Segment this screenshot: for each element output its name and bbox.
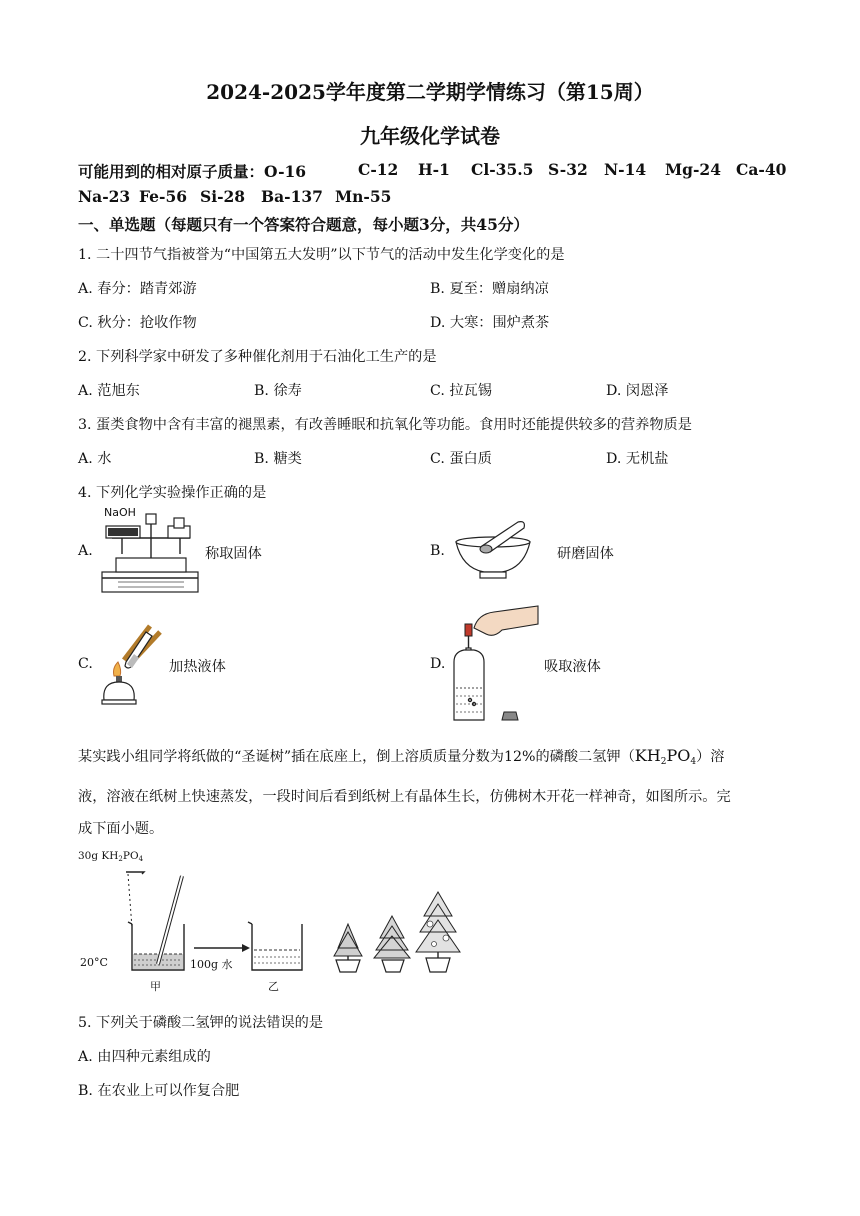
figure-label-po: PO xyxy=(122,850,139,862)
q4-option-d-caption: 吸取液体 xyxy=(544,659,601,675)
q4-stem: 4. 下列化学实验操作正确的是 xyxy=(78,485,267,501)
figure-water-label: 100g 水 xyxy=(190,958,233,971)
q1-stem: 1. 二十四节气指被誉为“中国第五大发明”以下节气的活动中发生化学变化的是 xyxy=(78,247,565,263)
figure-label-kh: 30g KH xyxy=(78,850,119,862)
formula-sub-4: 4 xyxy=(690,757,697,767)
mass-si: Si-28 xyxy=(200,187,246,206)
atomic-masses-line1 xyxy=(78,160,476,182)
q2-option-b: B. 徐寿 xyxy=(254,383,302,399)
mass-ba: Ba-137 xyxy=(261,187,323,206)
mass-na: Na-23 xyxy=(78,187,131,206)
section-heading: 一、单选题（每题只有一个答案符合题意，每小题3分，共45分） xyxy=(78,215,529,234)
q2-option-c: C. 拉瓦锡 xyxy=(430,383,492,399)
q3-option-a: A. 水 xyxy=(78,451,112,467)
q1-option-d: D. 大寒：围炉煮茶 xyxy=(430,315,550,331)
q4-option-b-caption: 研磨固体 xyxy=(557,546,614,562)
mass-ca: Ca-40 xyxy=(736,160,787,179)
figure-beaker2-label: 乙 xyxy=(268,980,279,993)
q5-option-b: B. 在农业上可以作复合肥 xyxy=(78,1083,240,1099)
passage-line3: 成下面小题。 xyxy=(78,821,164,837)
q4-option-b-letter: B. xyxy=(430,543,445,559)
heating-figure xyxy=(98,622,168,708)
mass-mn: Mn-55 xyxy=(335,187,392,206)
q4-option-a-caption: 称取固体 xyxy=(205,546,262,562)
figure-beaker1-label: 甲 xyxy=(150,980,161,993)
q5-option-a: A. 由四种元素组成的 xyxy=(78,1049,211,1065)
q1-option-c: C. 秋分：抢收作物 xyxy=(78,315,197,331)
figure-reagent-label xyxy=(78,850,143,863)
q1-option-b: B. 夏至：赠扇纳凉 xyxy=(430,281,549,297)
mass-fe: Fe-56 xyxy=(139,187,188,206)
page-subtitle: 九年级化学试卷 xyxy=(360,124,500,148)
mass-mg: Mg-24 xyxy=(665,160,721,179)
q4-option-c-letter: C. xyxy=(78,656,93,672)
formula-kh: KH xyxy=(634,746,661,765)
q4-option-c-caption: 加热液体 xyxy=(169,659,226,675)
atomic-masses-prefix: 可能用到的相对原子质量： xyxy=(78,162,265,181)
balance-figure xyxy=(98,506,202,596)
q4-option-d-letter: D. xyxy=(430,656,446,672)
q1-option-a: A. 春分：踏青郊游 xyxy=(78,281,197,297)
formula-sub-2: 2 xyxy=(660,757,667,767)
naoh-label: NaOH xyxy=(104,506,136,519)
mass-n: N-14 xyxy=(604,160,647,179)
passage-line1 xyxy=(78,746,724,767)
mass-o: O-16 xyxy=(264,162,307,181)
experiment-figure xyxy=(120,868,470,978)
q3-option-b: B. 糖类 xyxy=(254,451,302,467)
mortar-figure xyxy=(452,518,534,582)
mass-cl: Cl-35.5 xyxy=(471,160,534,179)
mass-c: C-12 xyxy=(358,160,399,179)
q3-stem: 3. 蛋类食物中含有丰富的褪黑素，有改善睡眠和抗氧化等功能。食用时还能提供较多的营养物质是 xyxy=(78,417,692,433)
mass-h: H-1 xyxy=(418,160,450,179)
q2-option-d: D. 闵恩泽 xyxy=(606,383,669,399)
passage-line1-a: 某实践小组同学将纸做的“圣诞树”插在底座上，倒上溶质质量分数为12%的磷酸二氢钾（ xyxy=(78,749,635,765)
figure-label-sub2: 2 xyxy=(118,855,123,863)
q3-option-c: C. 蛋白质 xyxy=(430,451,492,467)
q2-option-a: A. 范旭东 xyxy=(78,383,140,399)
passage-line1-b: ）溶 xyxy=(696,749,725,765)
passage-line2: 液，溶液在纸树上快速蒸发，一段时间后看到纸树上有晶体生长，仿佛树木开花一样神奇，如图所示。完 xyxy=(78,789,731,805)
mass-s: S-32 xyxy=(548,160,588,179)
formula-po: PO xyxy=(666,746,691,765)
page-title: 2024-2025学年度第二学期学情练习（第15周） xyxy=(206,80,654,104)
q2-stem: 2. 下列科学家中研发了多种催化剂用于石油化工生产的是 xyxy=(78,349,437,365)
q4-option-a-letter: A. xyxy=(78,543,93,559)
figure-temp-label: 20°C xyxy=(80,956,108,969)
figure-label-sub4: 4 xyxy=(138,855,144,863)
q3-option-d: D. 无机盐 xyxy=(606,451,669,467)
q5-stem: 5. 下列关于磷酸二氢钾的说法错误的是 xyxy=(78,1015,324,1031)
dropper-figure xyxy=(450,604,540,724)
